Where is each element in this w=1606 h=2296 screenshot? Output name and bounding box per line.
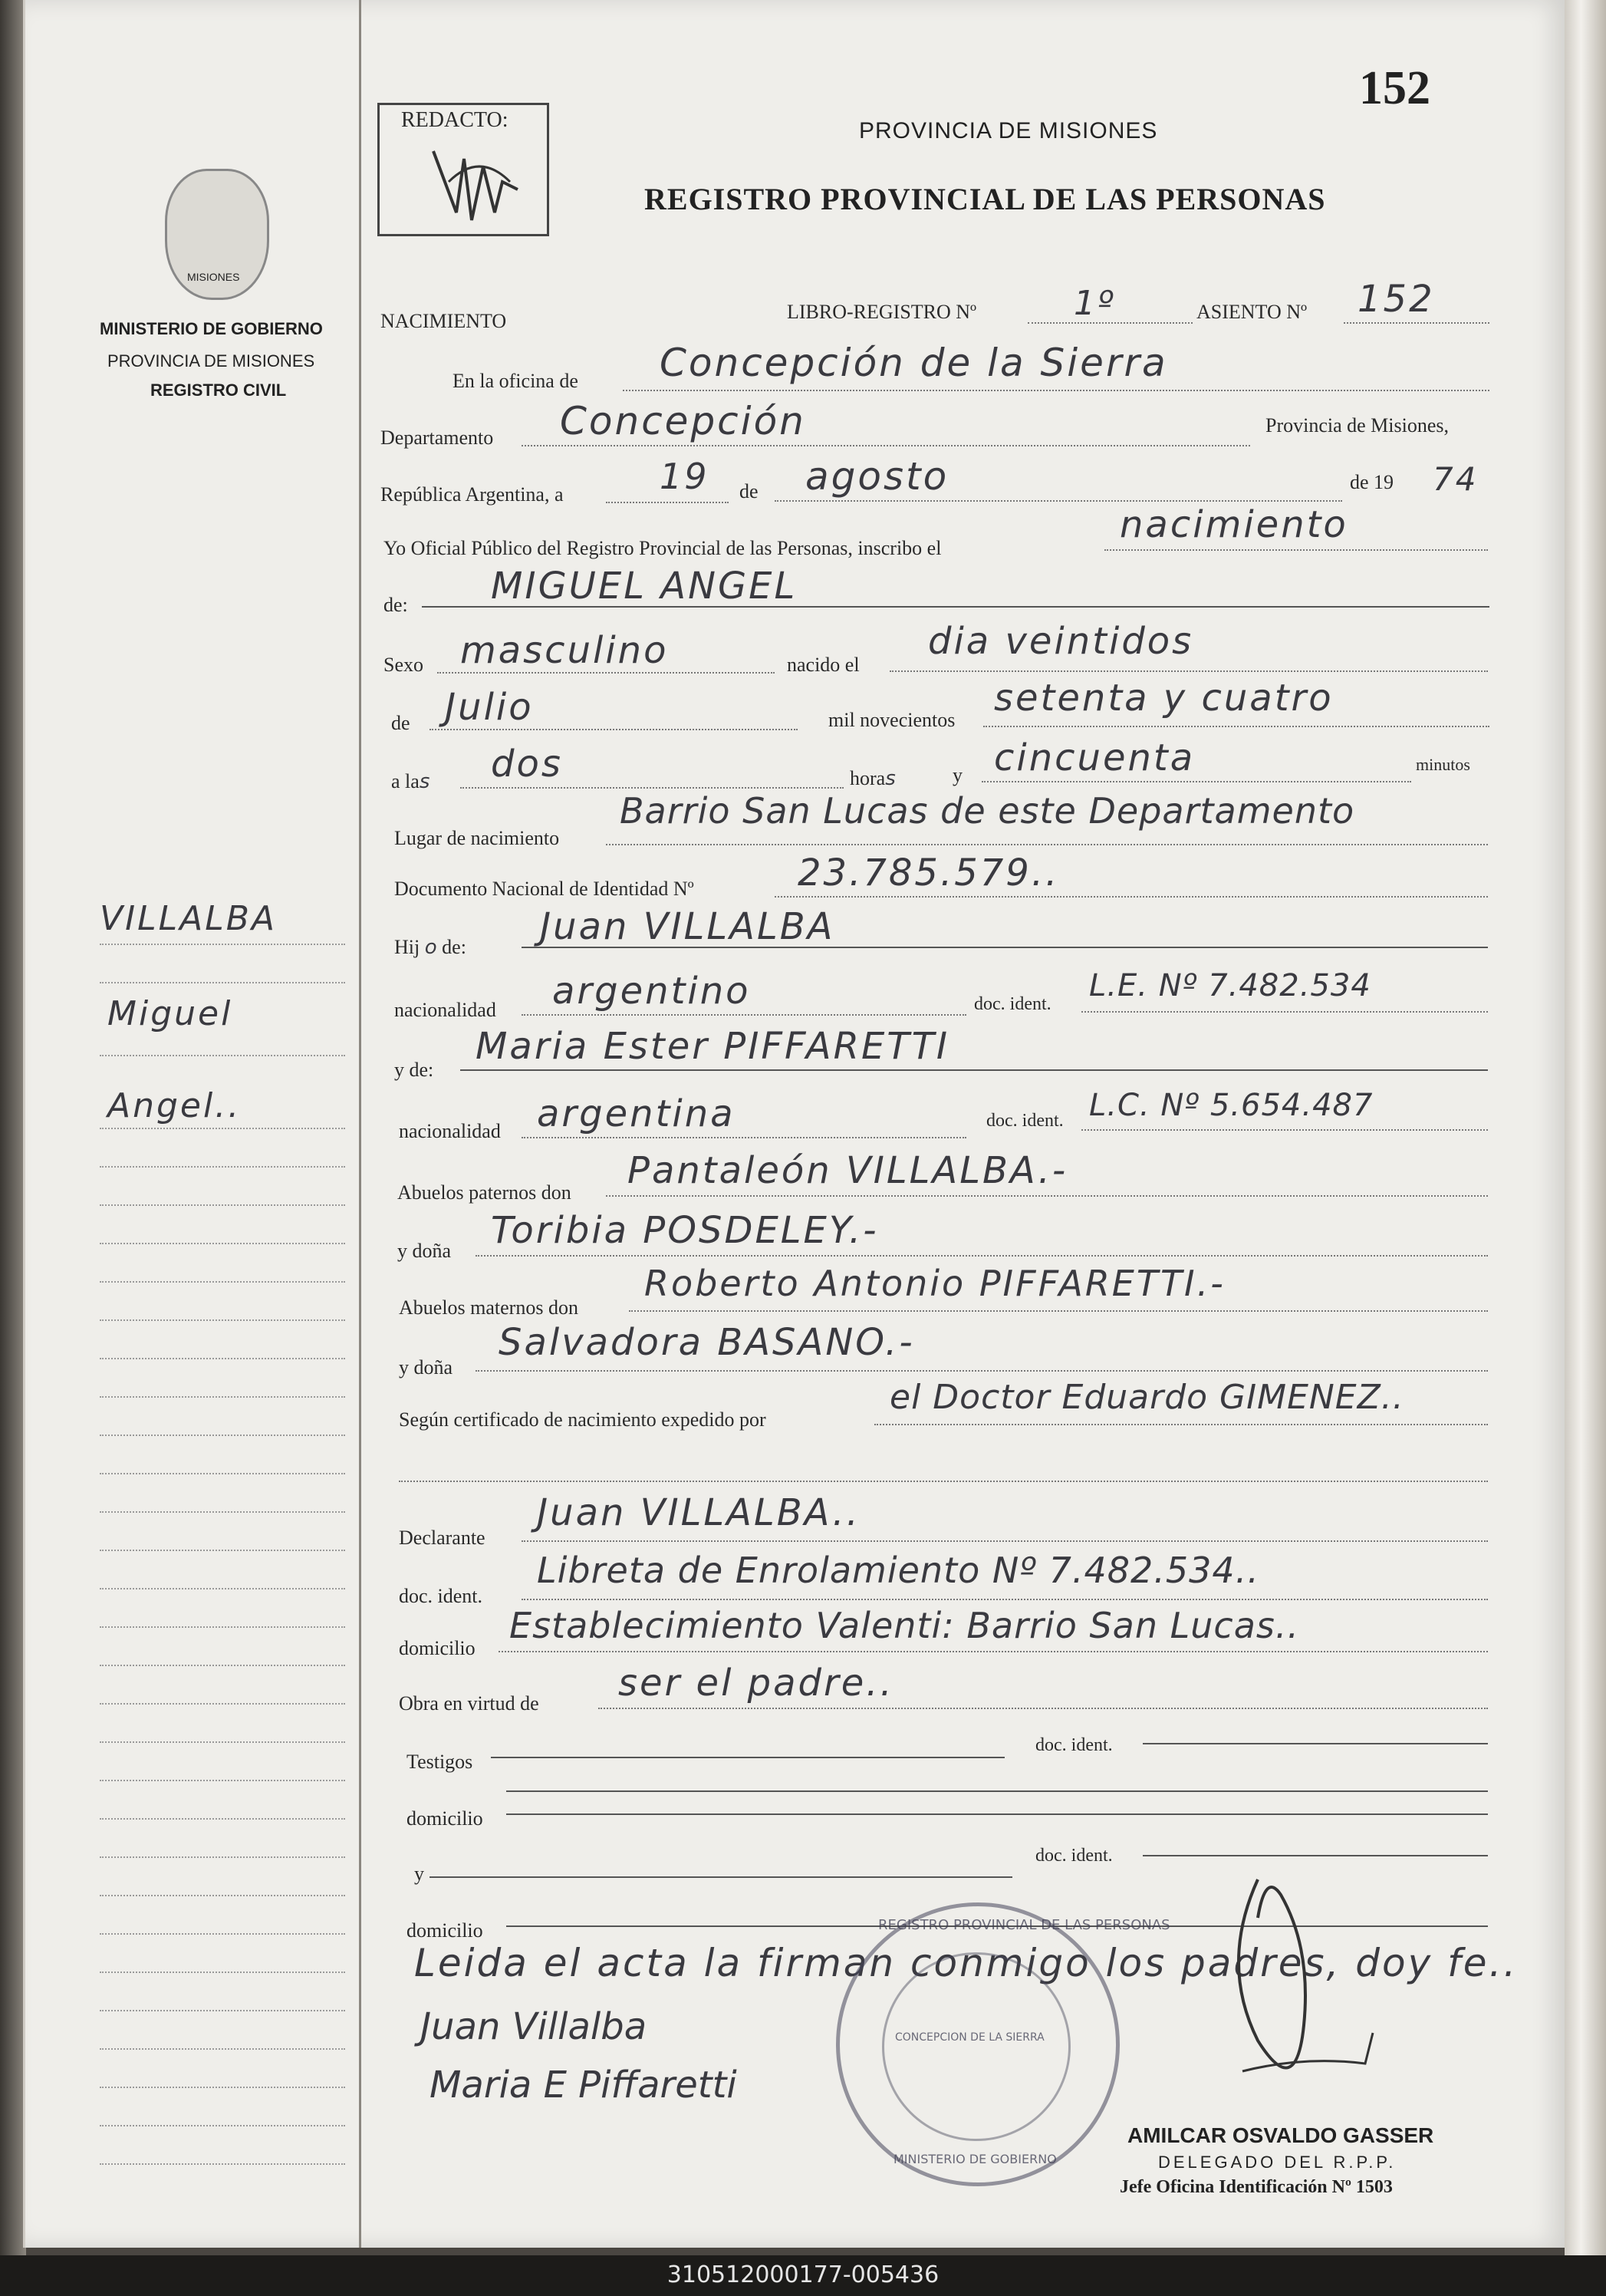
abuela-pat-line	[476, 1255, 1488, 1257]
mes-value: agosto	[805, 454, 949, 499]
libro-value: 1º	[1074, 284, 1116, 323]
domicilio-test1-label: domicilio	[406, 1807, 483, 1830]
margin-divider	[359, 0, 361, 2248]
doc-padre-value: L.E. Nº 7.482.534	[1089, 968, 1371, 1003]
margin-line	[100, 2048, 345, 2050]
hora-text: hora	[850, 767, 886, 789]
ydona-mat-label: y doña	[399, 1356, 453, 1379]
page-number: 152	[1359, 62, 1430, 114]
docident-test1-label: doc. ident.	[1035, 1735, 1113, 1755]
margin-line	[100, 1511, 345, 1513]
officer-signature	[1212, 1872, 1411, 2125]
hijo-de-text: de:	[442, 936, 466, 958]
margin-line	[100, 1550, 345, 1551]
y-test2-line	[429, 1876, 1012, 1878]
abuelo-mat-line	[629, 1310, 1488, 1312]
margin-line	[100, 1856, 345, 1858]
oficina-value: Concepción de la Sierra	[660, 341, 1168, 385]
declarante-line	[522, 1540, 1488, 1542]
padre-line	[522, 947, 1488, 948]
doc-decl-value: Libreta de Enrolamiento Nº 7.482.534..	[537, 1550, 1259, 1591]
document-title: REGISTRO PROVINCIAL DE LAS PERSONAS	[644, 182, 1326, 216]
hora-label	[850, 767, 896, 790]
margin-line	[100, 1626, 345, 1628]
officer-office: Jefe Oficina Identificación Nº 1503	[1120, 2177, 1393, 2197]
nacido-label: nacido el	[787, 654, 860, 676]
image-id-bar	[0, 2255, 1606, 2296]
margin-secondname: Angel..	[107, 1086, 242, 1125]
margin-line	[100, 1818, 345, 1820]
de-label: de	[739, 480, 759, 502]
margin-line	[100, 1435, 345, 1436]
docident-padre-label: doc. ident.	[974, 994, 1051, 1014]
hora-suffix: s	[885, 767, 896, 790]
asiento-line	[1344, 322, 1489, 324]
ministry-registry: REGISTRO CIVIL	[150, 380, 287, 400]
book-binding	[0, 0, 26, 2255]
provincial-seal-icon	[165, 169, 269, 300]
oficina-label: En la oficina de	[453, 370, 578, 392]
margin-line	[100, 1319, 345, 1321]
abuelos-mat-label: Abuelos maternos don	[399, 1296, 578, 1319]
lugar-value: Barrio San Lucas de este Departamento	[620, 790, 1355, 832]
nombre-line	[422, 606, 1489, 608]
nacimiento-label: NACIMIENTO	[380, 310, 507, 332]
alas-suffix: s	[419, 770, 430, 793]
y-label: y	[953, 764, 963, 786]
anio-nac-value: setenta y cuatro	[994, 677, 1334, 720]
dia-line	[606, 502, 729, 503]
stamp-text: REGISTRO PROVINCIAL DE LAS PERSONAS	[878, 1917, 1170, 1933]
nacido-value: dia veintidos	[928, 620, 1194, 663]
margin-line	[100, 982, 345, 983]
departamento-line	[522, 445, 1250, 446]
abuela-pat-value: Toribia POSDELEY.-	[491, 1209, 879, 1252]
firma-padre: Juan Villalba	[420, 2005, 647, 2048]
republica-label: República Argentina, a	[380, 483, 564, 506]
abuela-mat-value: Salvadora BASANO.-	[499, 1321, 915, 1364]
lugar-label: Lugar de nacimiento	[394, 827, 560, 849]
margin-line	[100, 1473, 345, 1474]
mil-label: mil novecientos	[828, 709, 956, 731]
libro-label: LIBRO-REGISTRO Nº	[787, 301, 977, 323]
image-id: 310512000177-005436	[666, 2261, 940, 2288]
redacto-signature	[426, 136, 525, 228]
nac-padre-value: argentino	[552, 970, 751, 1013]
libro-line	[1028, 322, 1193, 324]
docident-decl-label: doc. ident.	[399, 1585, 483, 1607]
dia-value: 19	[660, 456, 709, 497]
ministry-name: MINISTERIO DE GOBIERNO	[100, 319, 323, 338]
certificado-line-2	[399, 1481, 1488, 1482]
redacto-box	[377, 103, 549, 236]
stamp-center-text: CONCEPCION DE LA SIERRA	[895, 2031, 1045, 2044]
margin-line	[100, 1780, 345, 1781]
alas-label	[391, 770, 429, 793]
alas-text: a la	[391, 770, 420, 792]
docident-madre-label: doc. ident.	[986, 1111, 1064, 1131]
nac-madre-line	[522, 1137, 966, 1138]
firma-madre: Maria E Piffaretti	[429, 2064, 737, 2107]
padre-value: Juan VILLALBA	[540, 905, 835, 948]
testigos-line	[491, 1757, 1005, 1758]
margin-line	[100, 1358, 345, 1359]
ministry-province: PROVINCIA DE MISIONES	[107, 351, 315, 371]
departamento-value: Concepción	[560, 399, 806, 443]
dni-label: Documento Nacional de Identidad Nº	[394, 878, 694, 900]
margin-line	[100, 1703, 345, 1705]
certificado-label: Según certificado de nacimiento expedido por	[399, 1408, 766, 1431]
testigos-label: Testigos	[406, 1751, 473, 1773]
yde-label: y de:	[394, 1059, 434, 1081]
hijo-text: Hij	[394, 936, 420, 958]
margin-line	[100, 944, 345, 945]
minutos-line	[982, 781, 1411, 782]
docident-test1-line	[1143, 1743, 1488, 1744]
abuelo-mat-value: Roberto Antonio PIFFARETTI.-	[644, 1263, 1226, 1304]
nac-madre-value: argentina	[537, 1092, 736, 1135]
nacionalidad-madre-label: nacionalidad	[399, 1120, 501, 1142]
anio-nac-line	[983, 726, 1489, 727]
sexo-label: Sexo	[383, 654, 423, 676]
margin-line	[100, 1204, 345, 1206]
provincia-label: Provincia de Misiones,	[1265, 414, 1450, 436]
margin-line	[100, 1128, 345, 1129]
margin-line	[100, 1933, 345, 1935]
domicilio-test1-line-top	[506, 1790, 1488, 1792]
anio-value: 74	[1433, 460, 1479, 498]
margin-line	[100, 1972, 345, 1973]
domicilio-test2-label: domicilio	[406, 1919, 483, 1942]
stamp-inner-text: MINISTERIO DE GOBIERNO	[894, 2152, 1057, 2166]
de3-label: de	[391, 712, 410, 734]
nacionalidad-padre-label: nacionalidad	[394, 999, 496, 1021]
mes-nac-line	[429, 729, 798, 730]
margin-line	[100, 1895, 345, 1896]
de2-label: de:	[383, 594, 408, 616]
yo-label: Yo Oficial Público del Registro Provincial de las Personas, inscribo el	[383, 537, 942, 559]
margin-line	[100, 1665, 345, 1666]
certificado-line	[874, 1424, 1488, 1425]
margin-line	[100, 1243, 345, 1244]
nacido-line	[890, 670, 1488, 672]
obra-label: Obra en virtud de	[399, 1692, 539, 1715]
nac-padre-line	[522, 1014, 966, 1016]
margin-line	[100, 1588, 345, 1589]
margin-line	[100, 2087, 345, 2088]
ydona-pat-label: y doña	[397, 1240, 452, 1262]
nombre-value: MIGUEL ANGEL	[491, 565, 798, 608]
mes-nac-value: Julio	[445, 686, 534, 729]
margin-line	[100, 1166, 345, 1168]
docident-test2-label: doc. ident.	[1035, 1846, 1113, 1866]
redacto-label: REDACTO:	[401, 108, 508, 132]
sexo-value: masculino	[460, 629, 669, 672]
lugar-line	[606, 844, 1488, 845]
obra-line	[598, 1708, 1488, 1709]
abuelos-pat-label: Abuelos paternos don	[397, 1181, 571, 1204]
stamp-inner-ring	[882, 1952, 1071, 2141]
domicilio-test1-line	[506, 1813, 1488, 1815]
anio-label: de 19	[1350, 471, 1394, 493]
domicilio-decl-label: domicilio	[399, 1637, 476, 1659]
officer-role: DELEGADO DEL R.P.P.	[1158, 2153, 1397, 2172]
hijo-suffix: o	[424, 936, 437, 959]
madre-line	[460, 1069, 1488, 1071]
minutos-label: minutos	[1416, 755, 1470, 774]
officer-name: AMILCAR OSVALDO GASSER	[1127, 2123, 1434, 2147]
domicilio-decl-line	[499, 1651, 1488, 1652]
madre-value: Maria Ester PIFFARETTI	[476, 1025, 950, 1068]
asiento-label: ASIENTO Nº	[1196, 301, 1308, 323]
horas-value: dos	[491, 743, 563, 786]
domicilio-decl-value: Establecimiento Valenti: Barrio San Lucas..	[509, 1605, 1300, 1646]
margin-line	[100, 2163, 345, 2165]
doc-padre-line	[1081, 1011, 1488, 1013]
minutos-value: cincuenta	[994, 736, 1196, 779]
asiento-value: 152	[1358, 278, 1435, 321]
margin-line	[100, 2010, 345, 2011]
doc-madre-value: L.C. Nº 5.654.487	[1089, 1088, 1374, 1123]
header-province: PROVINCIA DE MISIONES	[859, 118, 1158, 143]
sexo-line	[437, 672, 775, 674]
dni-value: 23.785.579..	[798, 852, 1060, 894]
obra-value: ser el padre..	[618, 1662, 894, 1705]
declarante-value: Juan VILLALBA..	[537, 1491, 861, 1534]
yo-line	[1104, 549, 1488, 551]
declarante-label: Declarante	[399, 1527, 485, 1549]
page-edges	[1565, 0, 1606, 2255]
margin-line	[100, 1055, 345, 1056]
margin-line	[100, 1396, 345, 1398]
abuela-mat-line	[476, 1370, 1488, 1372]
y-test2-label: y	[414, 1863, 424, 1885]
margin-line	[100, 1281, 345, 1283]
dni-line	[775, 896, 1488, 898]
closing-text: Leida el acta la firman conmigo los padres, doy fe..	[414, 1941, 1519, 1985]
hijo-label	[394, 936, 466, 959]
margin-firstname: Miguel	[107, 994, 233, 1033]
docident-test2-line	[1143, 1855, 1488, 1856]
margin-line	[100, 2125, 345, 2126]
seal-text: MISIONES	[187, 271, 240, 283]
margin-line	[100, 1741, 345, 1743]
yo-value: nacimiento	[1120, 503, 1348, 546]
certificado-value: el Doctor Eduardo GIMENEZ..	[890, 1378, 1404, 1417]
mes-line	[775, 500, 1342, 502]
doc-decl-line	[522, 1599, 1488, 1600]
abuelo-pat-value: Pantaleón VILLALBA.-	[627, 1149, 1068, 1192]
departamento-label: Departamento	[380, 427, 494, 449]
oficina-line	[623, 390, 1489, 391]
abuelo-pat-line	[606, 1195, 1488, 1197]
doc-madre-line	[1081, 1129, 1488, 1131]
margin-surname: VILLALBA	[100, 899, 278, 938]
horas-line	[460, 787, 844, 789]
